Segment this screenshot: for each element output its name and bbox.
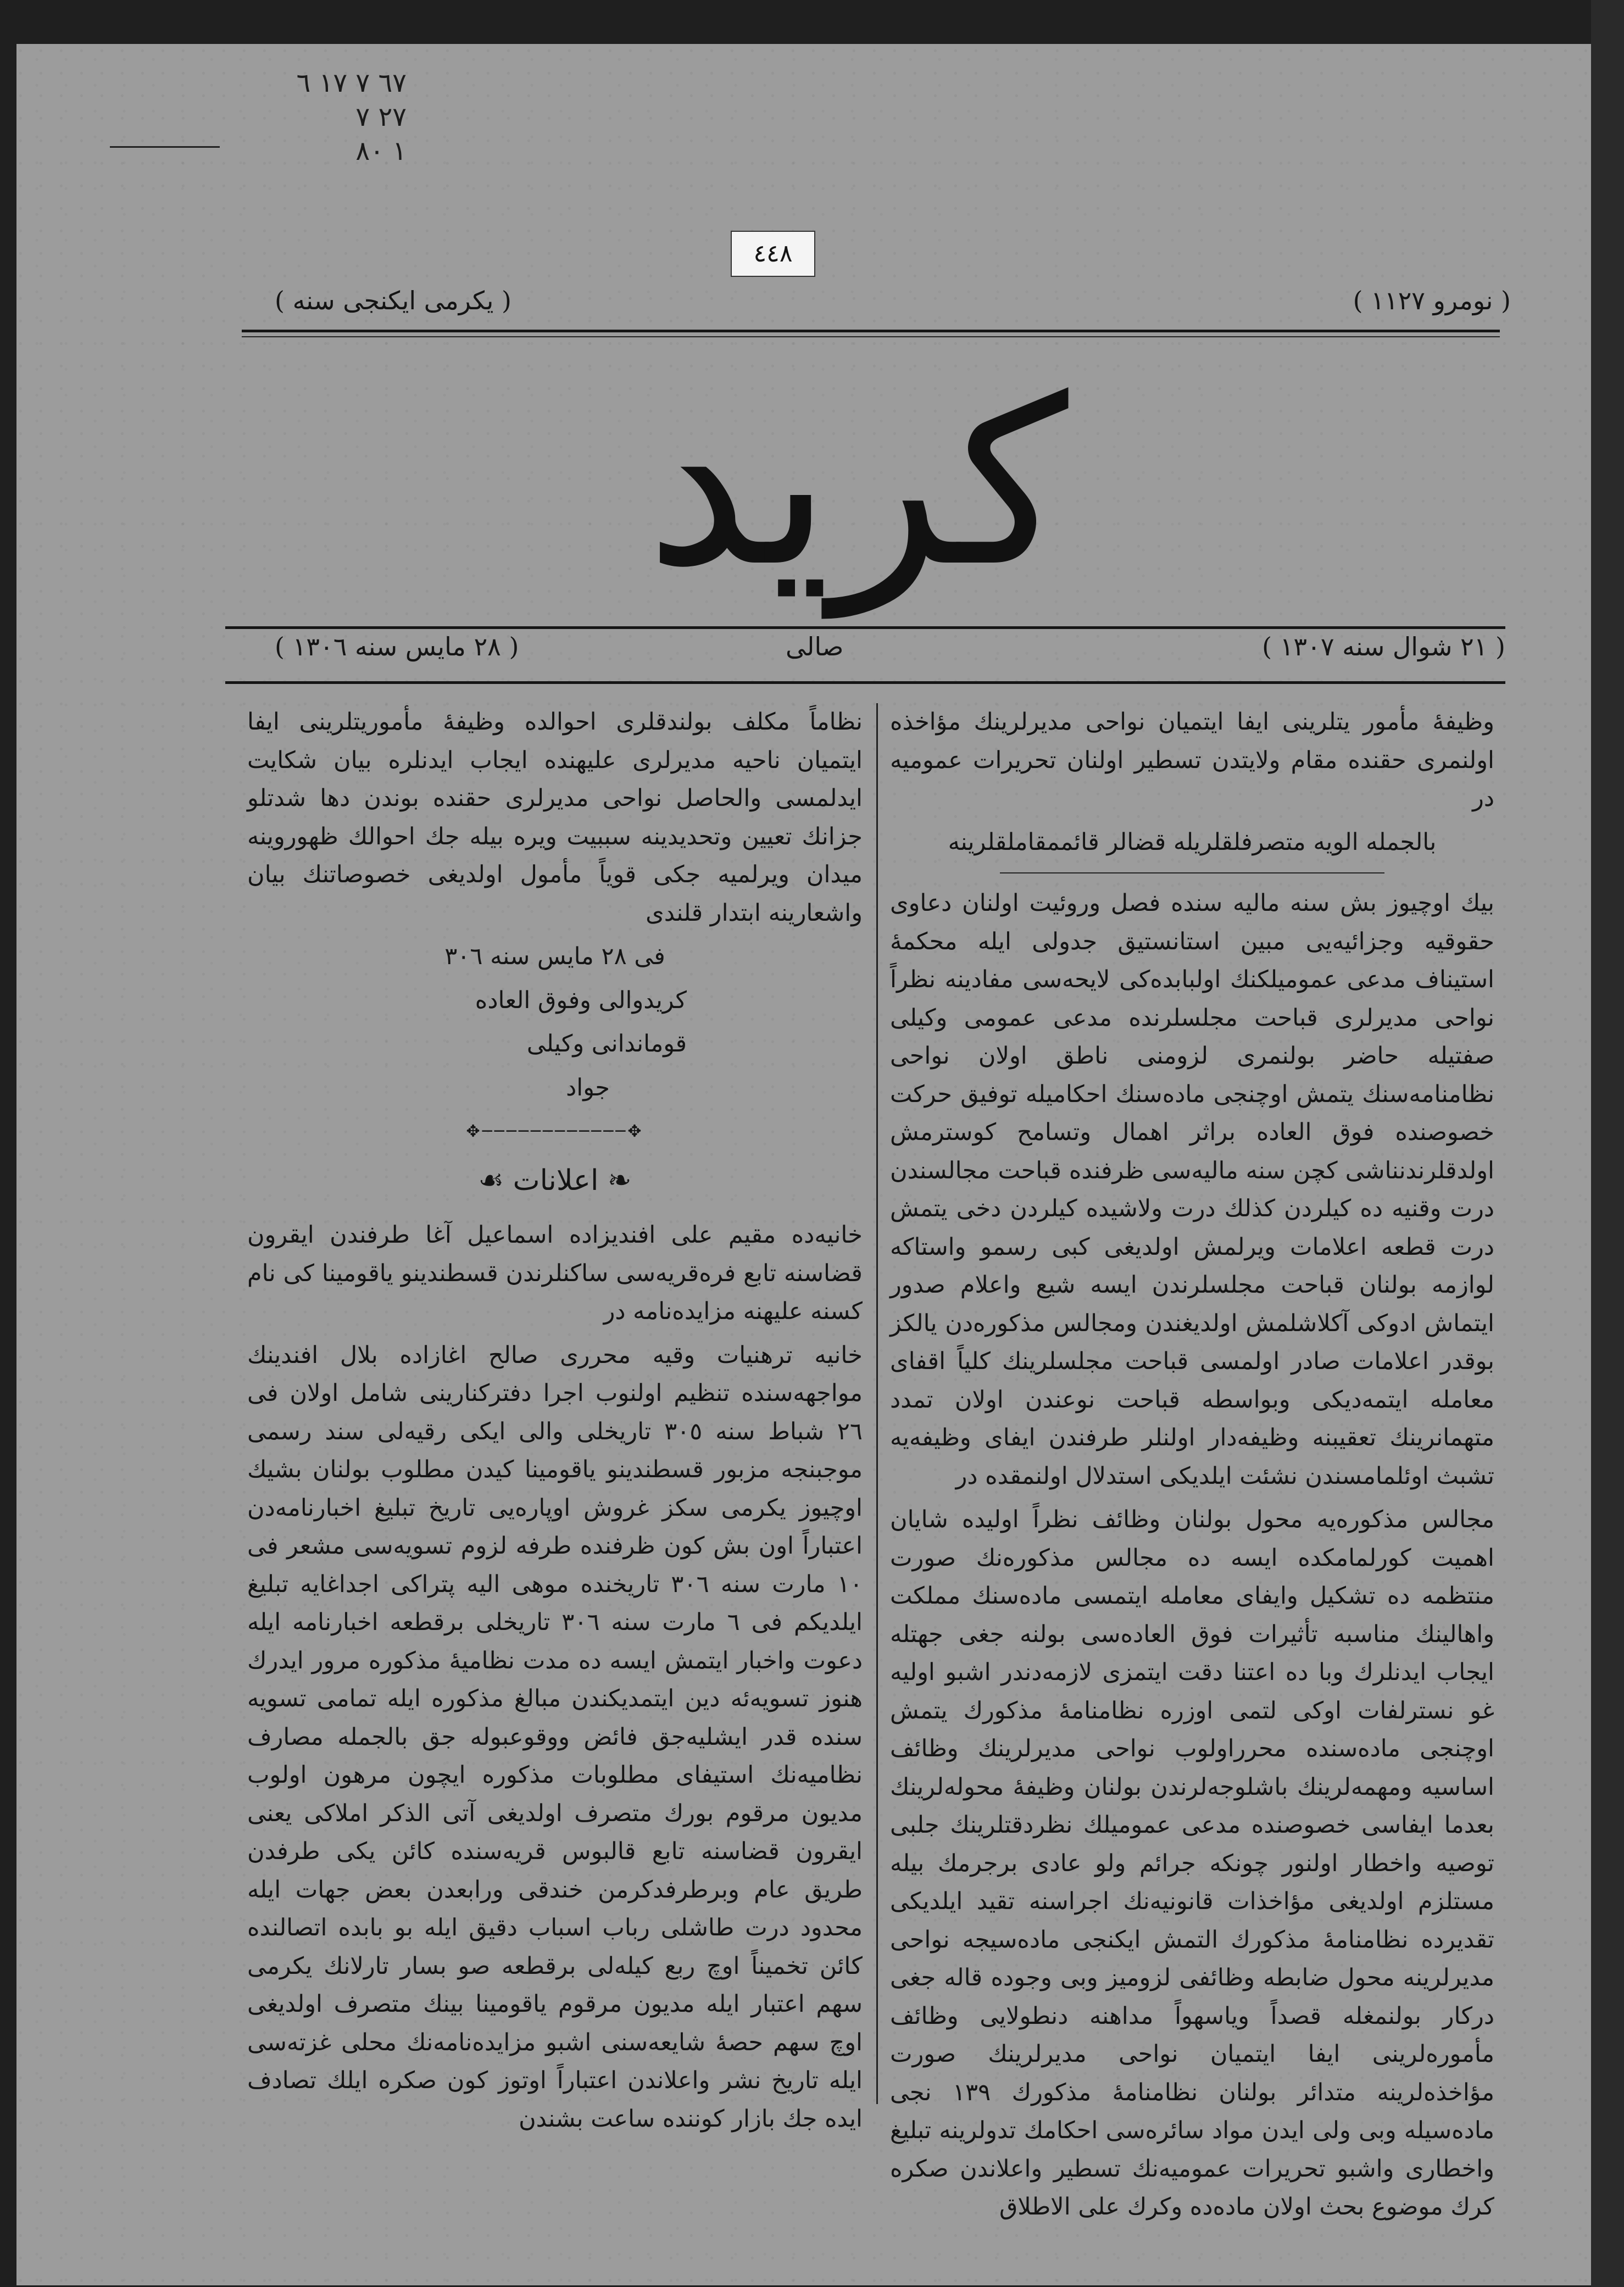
scan-edge: [1591, 0, 1624, 2287]
column-divider: [876, 703, 878, 2104]
right-column: [890, 703, 1494, 2232]
date-row-rule: [225, 681, 1505, 684]
section-ornament: ✥────────────✥: [466, 1122, 644, 1141]
announcements-title: اعلانات: [513, 1164, 599, 1197]
masthead-rule: [225, 626, 1505, 629]
circular-body-2: مجالس مذکوره‌یه محول بولنان وظائف نظراً اولیده شایان اهمیت کورلمامکده ایسه ده مجالس مذکوره‌نك صورت منتظمه ده تشکیل وایفای معامله ایتمسی ماده‌سنك مملکت واهالینك مناسبه تأثیرات فوق العاده‌سی بولنه جغی جهتله ایجاب ایدنلرك وبا ده اعتنا دقت ایتمزی لازمه‌دندر اشبو اولیه غو نسترلفات اوکی لتمی اوزره نظامنامهٔ مذکورك یتمش اوچنجی ماده‌سنده محرراولوب نواحی مدیرلرینك وظائف اساسیه ومهمه‌لرینك باشلوجه‌لرندن بولنان وظیفهٔ محوله‌لرینك بعدما ایفاسی خصوصنده مدعی عمومیلك نظردقتلرینك جلبی توصیه واخطار اولنور چونکه جرائم ولو عادی برجرمك بیله مستلزم اولدیغی مؤاخذات قانونیه‌نك اجراسنه تقید ایلدیکی تقدیرده نظامنامهٔ مذکورك التمش ایکنجی ماده‌سیجه نواحی مدیرلرینه محول ضابطه وظائفی لزومیز وبی وجوده قاله جغی درکار بولنمغله قصداً ویاسهواً مداهنه دنطولایی وظائف مأموره‌لرینی ایفا ایتمیان نواحی مدیرلرینك صورت مؤاخذه‌لرینه متدائر بولنان نظامنامهٔ مذکورك ١٣٩ نجی ماده‌سیله وبی ولی ایدن مواد سائره‌سی احکامك تدولرینه تبلیغ واخطاری واشبو تحریرات عمومیه‌نك تسطیر واعلاندن صکره کرك موضوع بحث اولان ماده‌ده وکرك علی الاطلاق: [890, 1506, 1495, 2221]
newspaper-page: [16, 44, 1599, 2285]
issue-number: ( نومرو ١١٢٧ ): [1353, 286, 1511, 315]
publication-year: ( یکرمی ایکنجی سنه ): [275, 286, 511, 315]
circular-body-1: بیك اوچیوز بش سنه مالیه سنده فصل وروئیت اولنان دعاوی حقوقیه وجزائیه‌یی مبین استانستیق جدولی ایله محکمهٔ استیناف مدعی عمومیلکنك اولبابده‌کی لایحه‌سی مفادینه نظراً نواحی مدیرلری قباحت مجلسلرنده مدعی عمومی وکیلی صفتیله حاضر بولنمری لزومنی ناطق اولان نواحی نظامنامه‌سنك یتمش اوچنجی ماده‌سنك احکامیله توفیق حرکت خصوصنده فوق العاده براثر اهمال وتسامح کوسترمش اولدقلرندنناشی کچن سنه مالیه‌سی ظرفنده قباحت مجالسندن درت وقنیه ده کیلردن کذلك درت ولاشیده کیلردن دخی یتمش درت قطعه اعلامات ویرلمش اولدیغی کبی رسمو واستاکه لوازمه بولنان قباحت مجلسلرندن ایسه شیع واعلام صدور ایتماش ادوکی آکلاشلمش اولدیغندن ومجالس مذکوره‌دن یالکز بوقدر اعلامات صادر اولمسی قباحت مجلسلرینك کلیاً اقفای معامله ایتمه‌دیکی وبواسطه قباحت نوعندن اولان تمدد متهمانرینك تعقیبنه وظیفه‌دار اولنلر طرفندن ایفای وظیفه‌یه تشبث اوئلمامسندن نشئت ایلدیکی استدلال اولنمقده در: [890, 889, 1494, 1490]
announcement-2: خانیه ترهنیات وقیه محرری صالح اغازاده بلال افندینك مواجهه‌سنده تنظیم اولنوب اجرا دفترکنارینی شامل اولان فی ٢٦ شباط سنه ٣٠٥ تاریخلی والی ایکی رقیه‌لی سند رسمی موجبنجه مزبور قسطندینو یاقومینا کیدن مطلوب بولنان بشیك اوچیوز یکرمی سکز غروش اوپاره‌یی تاریخ تبلیغ اخبارنامه‌دن اعتباراً اون بش کون ظرفنده طرفه لزوم تسویه‌سی مشعر فی ١٠ مارت سنه ٣٠٦ تاریخنده موهی الیه پتراکی اجداغایه تبلیغ ایلدیکم فی ٦ مارت سنه ٣٠٦ تاریخلی برقطعه اخبارنامه ایله دعوت واخبار ایتمش ایسه ده مدت نظامیهٔ مذکوره مرور ایدرك هنوز تسویه‌ئه دین ایتمدیکندن مبالغ مذکوره ایله تمامی تسویه سنده قدر ایشلیه‌جق فائض ووقوعبوله جق بالجمله مصارف نظامیه‌نك استیفای مطلوبات مذکوره ایچون مرهون اولوب مدیون مرقوم بورك متصرف اولدیغی آتی الذکر املاکی یعنی ایقرون قضاسنه تابع قالبوس قریه‌سنده کائن یکی طرفدن طریق عام وبرطرفدکرمن خندقی ورابعدن بعض جهات ایله محدود درت طاشلی رباب اسباب دقیق ایله بو بابده اتصالنده کائن تخمیناً اوچ ربع کیله‌لی برقطعه صو بسار تارلانك یکرمی سهم اعتبار ایله مدیون مرقوم یاقومینا بینك متصرف اولدیغی اوچ سهم حصهٔ شایعه‌سنی اشبو مزایده‌نامه‌نك محلی غزته‌سی ایله تاریخ نشر واعلاندن اعتباراً اوتوز کون صکره ایلك تصادف ایده جك بازار کوننده ساعت بشندن: [247, 1341, 863, 2133]
corner-note-rule: [110, 146, 220, 148]
date-hijri: ( ٢١ شوال سنه ١٣٠٧ ): [1262, 632, 1505, 661]
ornament-left-icon: ❧: [598, 1164, 632, 1197]
corner-note-line-2: ٢٧ ٧: [355, 102, 407, 132]
signature-name: جواد: [566, 1073, 610, 1101]
corner-note-line-3: ١ ٨٠: [355, 136, 407, 166]
newspaper-title: کرید: [646, 349, 1069, 617]
top-rule-thin: [242, 336, 1500, 337]
signature-title-1: کریدوالی وفوق العاده: [475, 986, 687, 1014]
intro-separator: [1000, 872, 1384, 873]
issue-stamp: ٤٤٨: [731, 231, 815, 277]
circular-date: فی ٢٨ مایس سنه ٣٠٦: [444, 943, 665, 970]
handwritten-corner-notes: [99, 66, 407, 170]
circular-continuation: نظاماً مکلف بولندقلری احوالده وظیفهٔ مأموریتلرینی ایفا ایتمیان ناحیه مدیرلری علیهنده ایجاب ایدنلره بیان شکایت ایدلمسی والحاصل نواحی مدیرلری حقنده بوندن دها شدتلو جزانك تعیین وتحدیدینه سببیت ویره بیله جك احوالك ظهوروینه میدان ویرلمیه جکی قویاً مأمول اولدیغی خصوصاتنك بیان واشعارینه ابتدار قلندی: [247, 708, 863, 927]
top-rule: [242, 330, 1500, 332]
corner-note-line-1: ٦٧ ٧ ١٧ ٦: [296, 68, 407, 98]
circular-intro: وظیفهٔ مأمور یتلرینی ایفا ایتمیان نواحی مدیرلرینك مؤاخذه اولنمری حقنده مقام ولایتدن تسطیر اولنان تحریرات عمومیه در: [890, 708, 1494, 812]
weekday: صالی: [786, 632, 844, 661]
ornament-right-icon: ☙: [478, 1164, 513, 1197]
announcements-heading: [247, 1162, 863, 1200]
announcement-1: خانیه‌ده مقیم علی افندیزاده اسماعیل آغا طرفندن ایقرون قضاسنه تابع فره‌قریه‌سی ساکنلرندن قسطندینو یاقومینا کی نام کسنه علیهنه مزایده‌نامه در: [247, 1221, 863, 1325]
circular-addressee: بالجمله الویه متصرفلقلریله قضالر قائممقاملقلرینه: [948, 828, 1437, 856]
signature-title-2: قوماندانی وکیلی: [526, 1030, 687, 1058]
date-rumi: ( ٢٨ مایس سنه ١٣٠٦ ): [275, 632, 519, 661]
left-column: [247, 703, 863, 2144]
